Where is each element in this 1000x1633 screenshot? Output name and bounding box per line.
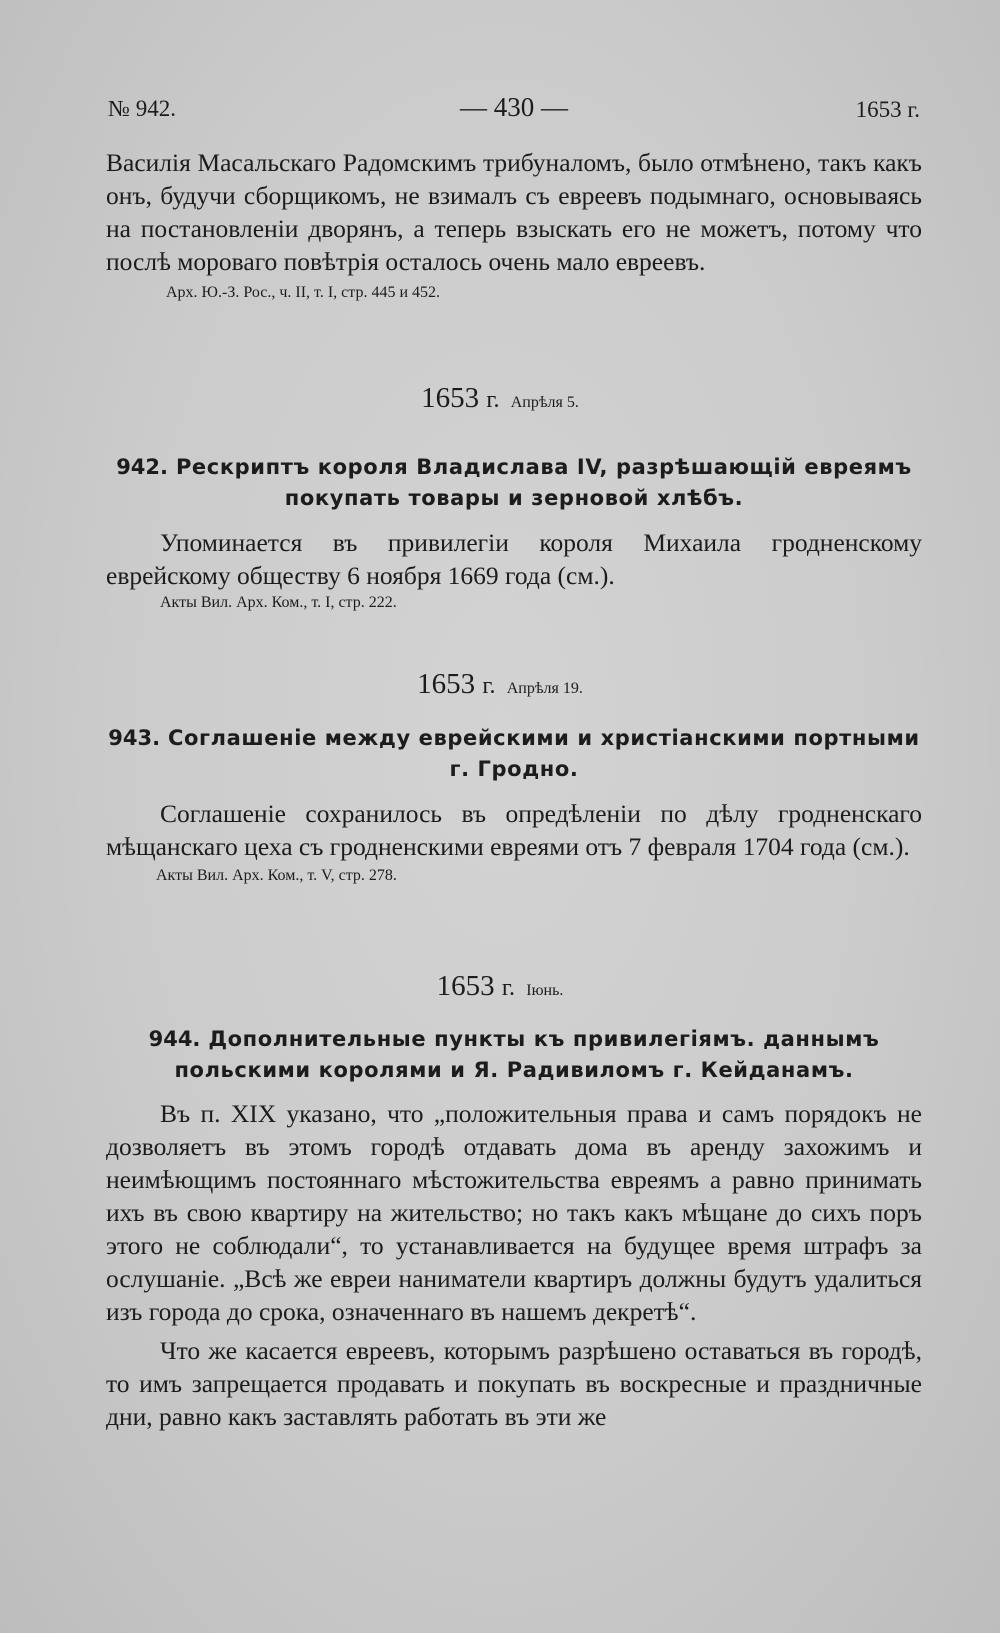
entry-body (106, 797, 922, 885)
entry-date (0, 970, 1000, 1003)
entry-body (106, 526, 922, 612)
entry-text: Въ п. XIX указано, что „положительныя права и самъ порядокъ не дозволяетъ въ этомъ городѣ отдавать дома въ аренду захожимъ и неимѣющимъ постояннаго мѣстожительства евреямъ а равно принимать ихъ въ свою квартиру на жительство; но такъ какъ мѣщане до сихъ поръ этого не соблюдали“, то устанавливается на будущее время штрафъ за ослушаніе. „Всѣ же евреи наниматели квартиръ должны будутъ удалиться изъ города до срока, означеннаго въ нашемъ декретѣ“. (106, 1099, 922, 1326)
entry-number: 944. (148, 1027, 201, 1051)
entry-date (0, 382, 1000, 415)
page-header (108, 92, 920, 124)
continued-entry (106, 146, 922, 302)
document-number: № 942. (108, 96, 176, 121)
date-year: 1653 (436, 970, 495, 1002)
date-day: Апрѣля 5. (510, 394, 579, 411)
source-citation: Арх. Ю.-З. Рос., ч. II, т. I, стр. 445 и 452. (166, 284, 441, 301)
entry-heading (106, 452, 922, 514)
entry-body (106, 1097, 922, 1433)
date-year-abbr: г. (482, 673, 496, 699)
continued-paragraph: Василія Масальскаго Радомскимъ трибуналомъ, было отмѣнено, такъ какъ онъ, будучи сборщикомъ, не взималъ съ евреевъ подымнаго, основываясь на постановленіи дворянъ, а теперь взыскать его не можетъ, потому что послѣ мороваго повѣтрія осталось очень мало евреевъ. (106, 148, 922, 276)
source-citation: Акты Вил. Арх. Ком., т. I, стр. 222. (160, 594, 397, 611)
page-number: — 430 — (460, 92, 568, 122)
entry-title: Соглашеніе между еврейскими и христіанскими портными г. Гродно. (168, 726, 920, 781)
date-day: Іюнь. (526, 982, 564, 999)
entry-text: Соглашеніе сохранилось въ опредѣленіи по дѣлу гродненскаго мѣщанскаго цеха съ гродненскими евреями отъ 7 февраля 1704 года (см.). (106, 799, 922, 861)
date-year-abbr: г. (486, 387, 500, 413)
date-year: 1653 (417, 668, 476, 700)
date-year: 1653 (421, 382, 480, 414)
source-citation: Акты Вил. Арх. Ком., т. V, стр. 278. (156, 867, 397, 884)
entry-heading (106, 723, 922, 785)
entry-text: Упоминается въ привилегіи короля Михаила гродненскому еврейскому обществу 6 ноября 1669 года (см.). (106, 528, 922, 590)
header-year: 1653 г. (855, 97, 920, 122)
entry-number: 943. (108, 726, 161, 750)
entry-date (0, 668, 1000, 701)
date-year-abbr: г. (501, 975, 515, 1001)
entry-heading (106, 1024, 922, 1086)
entry-title: Рескриптъ короля Владислава IV, разрѣшающій евреямъ покупать товары и зерновой хлѣбъ. (175, 455, 912, 510)
entry-title: Дополнительные пункты къ привилегіямъ. даннымъ польскими королями и Я. Радивиломъ г. Кейданамъ. (174, 1027, 880, 1082)
entry-number: 942. (116, 455, 169, 479)
date-day: Апрѣля 19. (506, 680, 583, 697)
entry-text-continued: Что же касается евреевъ, которымъ разрѣшено оставаться въ городѣ, то имъ запрещается продавать и покупать въ воскресные и праздничные дни, равно какъ заставлять работать въ эти же (106, 1336, 922, 1431)
